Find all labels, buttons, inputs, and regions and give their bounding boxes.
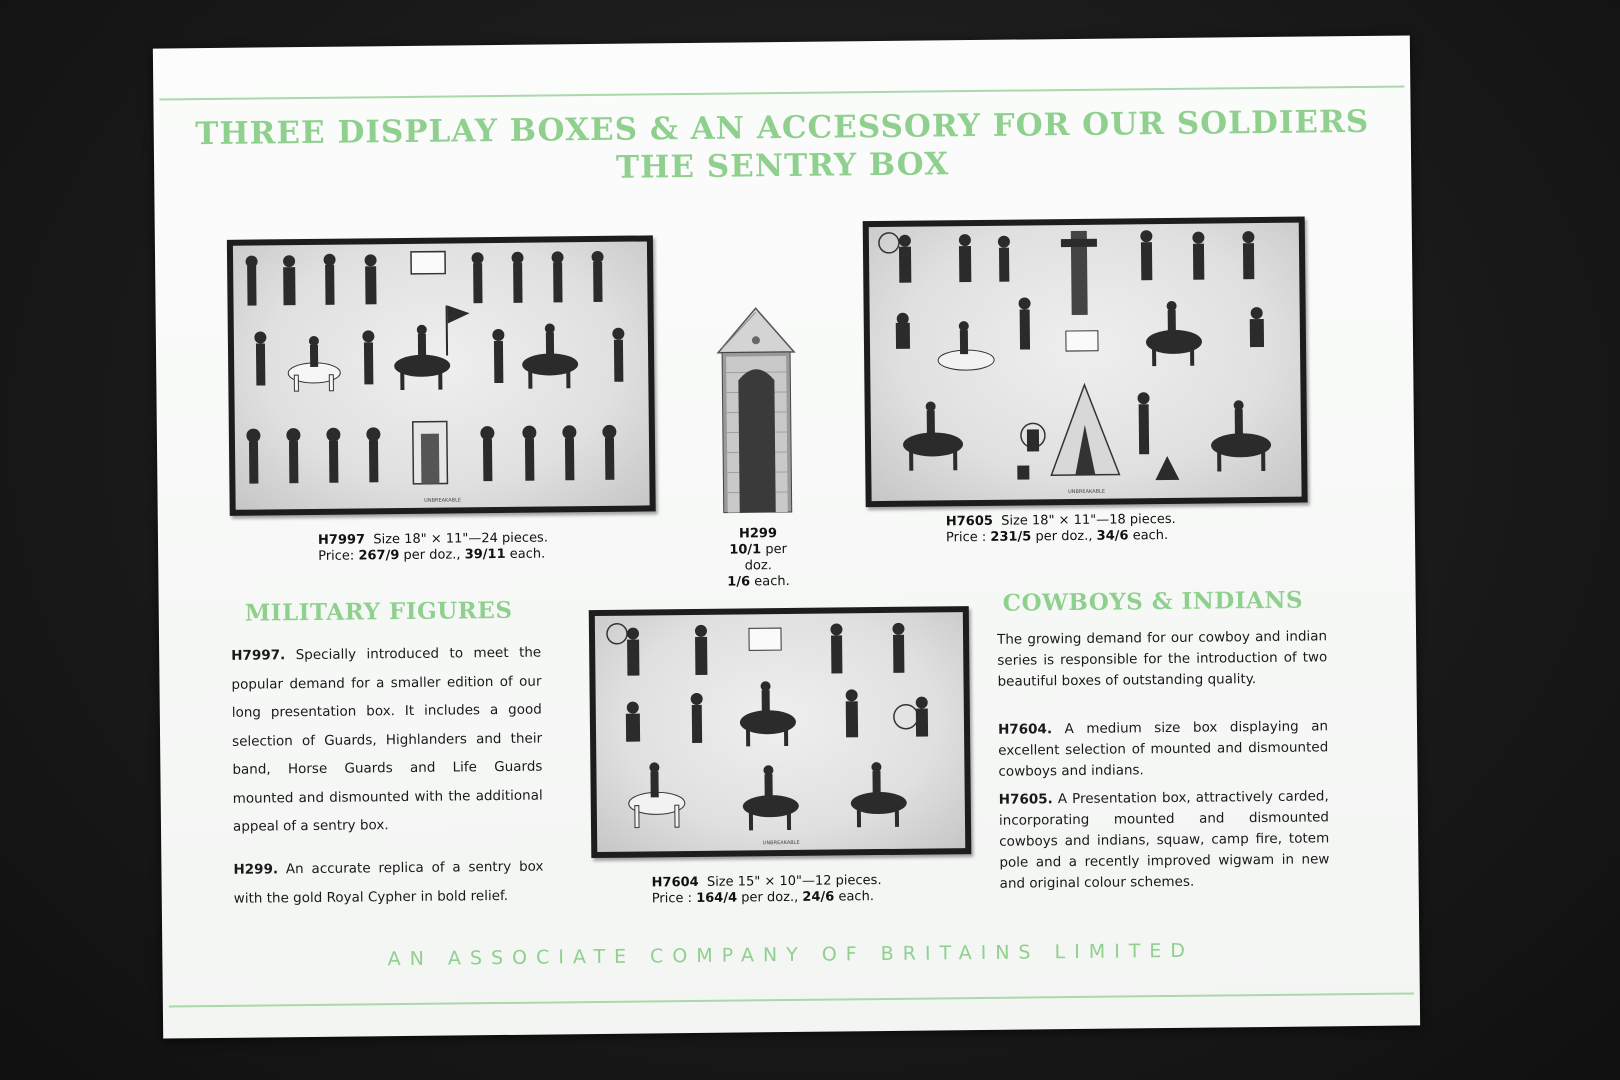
h7604-price-per-doz: 164/4 [696, 890, 738, 906]
h7997-price-per-doz: 267/9 [358, 548, 400, 564]
military-figures-heading: MILITARY FIGURES [244, 596, 513, 627]
h7997-per-doz-suffix: per doz., [403, 547, 461, 564]
h299-each-suffix: each. [754, 573, 790, 590]
h7604-display-box-photo [589, 606, 972, 858]
h7605-code: H7605 [945, 513, 993, 530]
h7604-each-suffix: each. [838, 889, 874, 905]
military-p1-lead: H7997. [231, 647, 286, 664]
cowboys-p1-text: The growing demand for our cowboy and indian series is responsible for the introduction of two beautiful boxes of outstanding quality. [997, 628, 1328, 690]
h7997-code: H7997 [317, 532, 366, 548]
cowboys-paragraph-h7604 [998, 716, 1329, 782]
cowboys-indians-large-illustration [869, 223, 1302, 501]
h299-per-doz-suffix: per doz. [744, 541, 788, 574]
h7604-price-prefix: Price : [651, 891, 693, 907]
cowboys-p2-text: A medium size box displaying an excellent selection of mounted and dismounted cowboys and indians. [998, 718, 1329, 780]
page-title: THREE DISPLAY BOXES & AN ACCESSORY FOR OUR SOLDIERS [195, 103, 1370, 153]
row2-figures [254, 304, 625, 392]
h7605-per-doz-suffix: per doz., [1035, 528, 1093, 545]
h7997-size: Size 18" × 11"—24 pieces. [373, 530, 549, 548]
cowboys-paragraph-h7605 [999, 786, 1330, 894]
footer-company-line: AN ASSOCIATE COMPANY OF BRITAINS LIMITED [387, 939, 1195, 971]
h299-code: H299 [738, 526, 778, 542]
military-p1-text: Specially introduced to meet the popular demand for a smaller edition of our long presentation box. It includes a good selection of Guards, Highlanders and their band, Horse Guards and Life Guards mounted and dismounted with the additional appeal of a sentry box. [231, 644, 543, 835]
h7605-price-prefix: Price : [945, 529, 987, 546]
h7605-display-box-photo [863, 217, 1308, 508]
cowboys-p3-lead: H7605. [998, 791, 1053, 808]
h7604-per-doz-suffix: per doz., [741, 889, 799, 906]
top-rule [159, 86, 1404, 101]
cowboys-paragraph-intro [997, 626, 1328, 692]
h7997-caption [318, 530, 548, 564]
h7997-box-label: UNBREAKABLE [424, 497, 462, 504]
h7997-price-prefix: Price: [318, 548, 355, 564]
h7605-price-per-doz: 231/5 [990, 529, 1032, 545]
cowboys-p2-lead: H7604. [997, 721, 1053, 738]
h299-sentry-box-photo [716, 302, 798, 518]
military-p2-lead: H299. [233, 861, 279, 878]
h299-caption [718, 526, 799, 591]
h7605-size: Size 18" × 11"—18 pieces. [1001, 511, 1176, 529]
military-figures-illustration [233, 241, 650, 509]
h7997-price-each: 39/11 [464, 546, 506, 563]
h7605-each-suffix: each. [1132, 528, 1169, 544]
cowboys-indians-heading: COWBOYS & INDIANS [1002, 586, 1304, 617]
h299-price-each: 1/6 [727, 574, 751, 590]
h7997-each-suffix: each. [509, 546, 546, 562]
military-paragraph-h7997 [231, 639, 543, 842]
h7604-code: H7604 [651, 874, 699, 891]
h7605-caption [946, 512, 1176, 546]
cowboys-indians-medium-illustration [595, 612, 965, 852]
sentry-box-illustration [716, 302, 798, 518]
h7997-display-box-photo [227, 235, 656, 515]
row3-figures [246, 420, 617, 486]
h7604-size: Size 15" × 10"—12 pieces. [706, 873, 882, 890]
h7605-box-label: UNBREAKABLE [1068, 488, 1106, 496]
catalogue-page [153, 35, 1420, 1038]
h7604-price-each: 24/6 [802, 889, 835, 905]
military-p2-text: An accurate replica of a sentry box with the gold Royal Cypher in bold relief. [233, 858, 544, 907]
bottom-rule [169, 992, 1414, 1007]
h7604-box-label: UNBREAKABLE [762, 839, 800, 847]
h7605-price-each: 34/6 [1096, 528, 1129, 544]
h7604-caption [652, 873, 882, 907]
h299-price-per-doz: 10/1 [729, 542, 762, 558]
cowboys-p3-text: A Presentation box, attractively carded, incorporating mounted and dismounted cowboys and indians, squaw, camp fire, totem pole and a recently improved wigwam in new and original colour schemes. [998, 788, 1330, 892]
page-subtitle: THE SENTRY BOX [615, 146, 950, 186]
military-paragraph-h299 [233, 853, 544, 913]
